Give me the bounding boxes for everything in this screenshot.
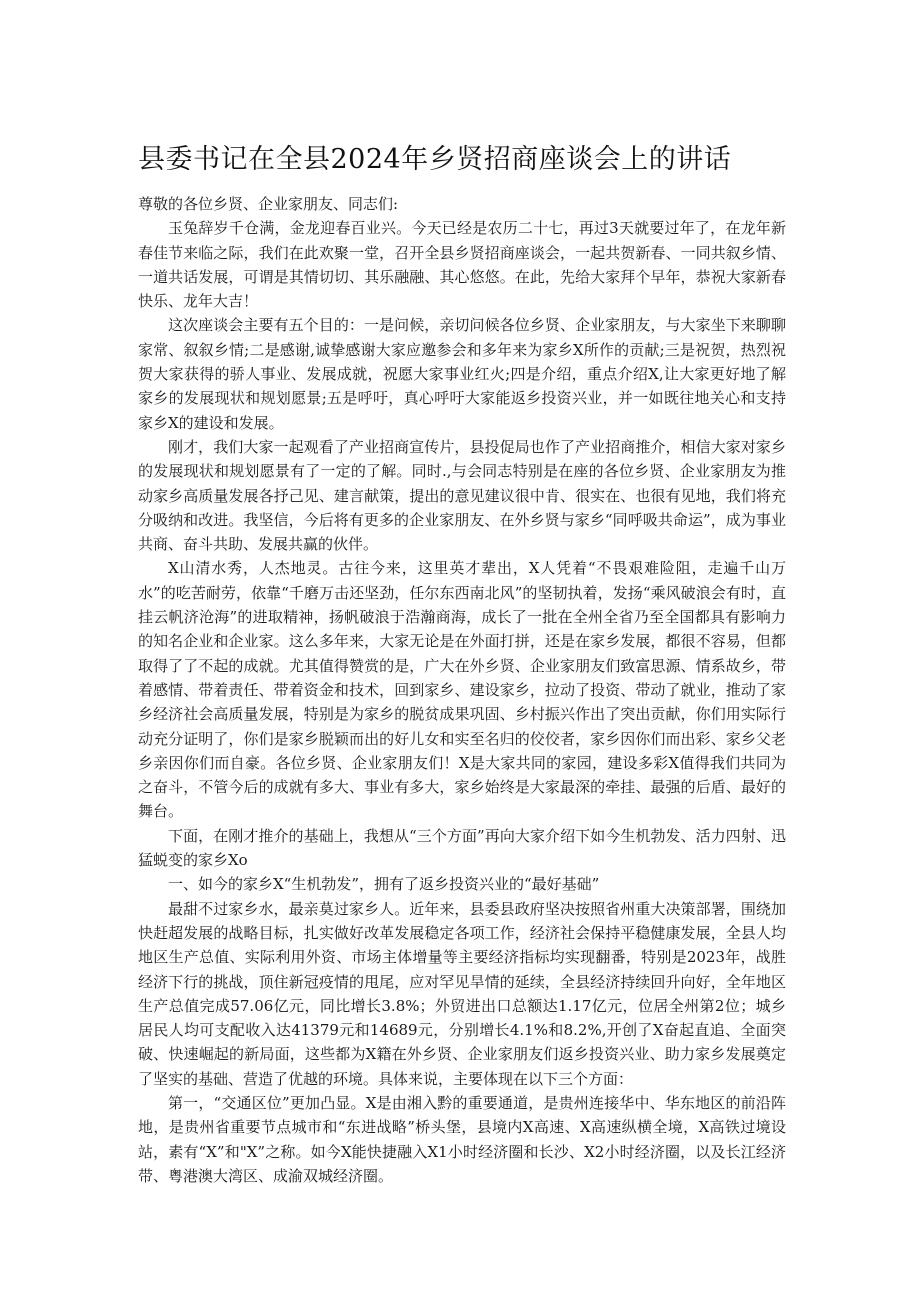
salutation: 尊敬的各位乡贤、企业家朋友、同志们: — [138, 195, 399, 213]
paragraph-promotion: 刚才，我们大家一起观看了产业招商宣传片，县投促局也作了产业招商推介，相信大家对家乡的发展现状和规划愿景有了一定的了解。同时.,与会同志特别是在座的各位乡贤、企业家朋友为推动家乡高质量发展各抒己见、建言献策，提出的意见建议很中肯、很实在、也很有见地，我们将充分吸纳和改进。我坚信，今后将有更多的企业家朋友、在外乡贤与家乡“同呼吸共命运”，成为事业共商、奋斗共助、发展共赢的伙伴。 — [138, 437, 786, 554]
document-body — [138, 192, 786, 1188]
paragraph-transport: 第一，“交通区位”更加凸显。X是由湘入黔的重要通道，是贵州连接华中、华东地区的前沿阵地，是贵州省重要节点城市和“东进战略”桥头堡，县境内X高速、X高速纵横全境，X高铁过境设站，素有“X”和"X”之称。如今X能快捷融入X1小时经济圈和长沙、X2小时经济圈，以及长江经济带、粤港澳大湾区、成渝双城经济圈。 — [138, 1093, 786, 1185]
paragraph-talents: X山清水秀，人杰地灵。古往今来，这里英才辈出，X人凭着“不畏艰难险阻，走遍千山万水”的吃苦耐劳，依靠“千磨万击还坚劲，任尔东西南北风”的坚韧执着，发扬“乘风破浪会有时，直挂云帆济沧海”的进取精神，扬帆破浪于浩瀚商海，成长了一批在全州全省乃至全国都具有影响力的知名企业和企业家。这么多年来，大家无论是在外面打拼，还是在家乡发展，都很不容易，但都取得了了不起的成就。尤其值得赞赏的是，广大在外乡贤、企业家朋友们致富思源、情系故乡，带着感情、带着责任、带着资金和技术，回到家乡、建设家乡，拉动了投资、带动了就业，推动了家乡经济社会高质量发展，特别是为家乡的脱贫成果巩固、乡村振兴作出了突出贡献，你们用实际行动充分证明了，你们是家乡脱颖而出的好儿女和实至名归的佼佼者，家乡因你们而出彩、家乡父老乡亲因你们而自豪。各位乡贤、企业家朋友们！X是大家共同的家园，建设多彩X值得我们共同为之奋斗，不管今后的成就有多大、事业有多大，家乡始终是大家最深的牵挂、最强的后盾、最好的舞台。 — [138, 559, 786, 821]
paragraph-greeting: 玉兔辞岁千仓满，金龙迎春百业兴。今天已经是农历二十七，再过3天就要过年了，在龙年新春佳节来临之际，我们在此欢聚一堂，召开全县乡贤招商座谈会，一起共贺新春、一同共叙乡情、一道共话发展，可谓是其情切切、其乐融融、其心悠悠。在此，先给大家拜个早年，恭祝大家新春快乐、龙年大吉！ — [138, 219, 786, 311]
paragraph-intro: 下面，在刚才推介的基础上，我想从“三个方面”再向大家介绍下如今生机勃发、活力四射、迅猛蜕变的家乡Xo — [138, 826, 786, 870]
document-title: 县委书记在全县2024年乡贤招商座谈会上的讲话 — [138, 144, 732, 175]
paragraph-purposes: 这次座谈会主要有五个目的：一是问候，亲切问候各位乡贤、企业家朋友，与大家坐下来聊聊家常、叙叙乡情;二是感谢,诚挚感谢大家应邀参会和多年来为家乡X所作的贡献;三是祝贺，热烈祝贺大家获得的骄人事业、发展成就，祝愿大家事业红火;四是介绍，重点介绍X,让大家更好地了解家乡的发展现状和规划愿景;五是呼吁，真心呼吁大家能返乡投资兴业，并一如既往地关心和支持家乡X的建设和发展。 — [138, 316, 786, 432]
section-heading-1: 一、如今的家乡X“生机勃发”，拥有了返乡投资兴业的“最好基础” — [168, 875, 600, 894]
paragraph-economy: 最甜不过家乡水，最亲莫过家乡人。近年来，县委县政府坚决按照省州重大决策部署，围绕加快赶超发展的战略目标，扎实做好改革发展稳定各项工作，经济社会保持平稳健康发展，全县人均地区生产总值、实际利用外资、市场主体增量等主要经济指标均实现翻番，特别是2023年，战胜经济下行的挑战，顶住新冠疫情的甩尾，应对罕见旱情的延续，全县经济持续回升向好，全年地区生产总值完成57.06亿元，同比增长3.8%；外贸进出口总额达1.17亿元，位居全州第2位；城乡居民人均可支配收入达41379元和14689元，分别增长4.1%和8.2%,开创了X奋起直追、全面突破、快速崛起的新局面，这些都为X籍在外乡贤、企业家朋友们返乡投资兴业、助力家乡发展奠定了坚实的基础、营造了优越的环境。具体来说，主要体现在以下三个方面： — [138, 899, 786, 1088]
